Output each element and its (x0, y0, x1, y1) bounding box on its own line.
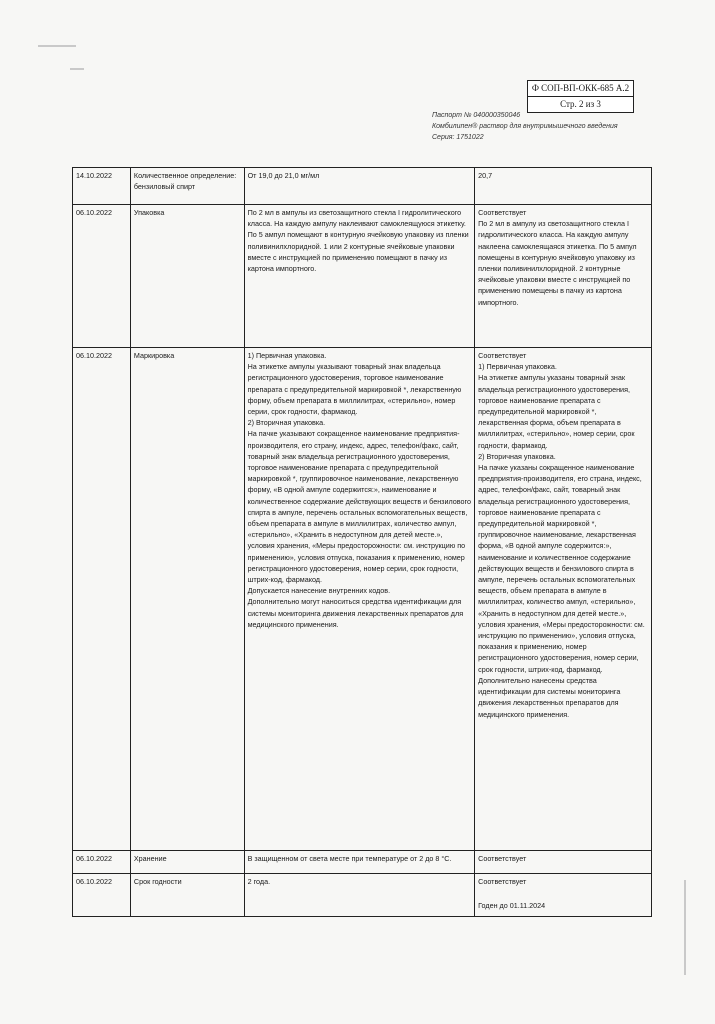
test-date: 06.10.2022 (73, 874, 131, 917)
test-specification: В защищенном от света месте при температуре от 2 до 8 °С. (244, 851, 475, 874)
test-name: Количественное определение: бензиловый спирт (130, 168, 244, 205)
test-results-table (72, 167, 652, 917)
passport-number: Паспорт № 040000350046 (432, 112, 521, 119)
scan-artifact (70, 68, 84, 70)
test-date: 14.10.2022 (73, 168, 131, 205)
batch-number: Серия: 1751022 (432, 134, 484, 141)
table-row (73, 874, 652, 917)
test-specification: 1) Первичная упаковка. На этикетке ампулы указывают товарный знак владельца регистрационного удостоверения, торговое наименование препарата с предупредительной маркировкой *, лекарственную форму, объем препарата в миллилитрах, «стерильно», номер серии, срок годности, фармакод. 2) Вторичная упаковка. На пачке указывают сокращенное наименование предприятия-производителя, его страну, индекс, адрес, телефон/факс, сайт, товарный знак владельца регистрационного удостоверения, торговое наименование препарата с предупредительной маркировкой *, группировочное наименование, лекарственную форму, «В одной ампуле содержится:», наименование и количественное содержание действующих веществ и бензилового спирта в ампуле, перечень остальных вспомогательных веществ, объем препарата в ампуле в миллилитрах, количество ампул, «стерильно», «Хранить в недоступном для детей месте.», условия хранения, «Меры предосторожности: см. инструкцию по применению», условия отпуска, показания к применению, номер регистрационного удостоверения, номер серии, срок годности, штрих-код, фармакод. Допускается нанесение внутренних кодов. Дополнительно могут наноситься средства идентификации для системы мониторинга движения лекарственных препаратов для медицинского применения. (244, 348, 475, 851)
table-row (73, 348, 652, 851)
test-name: Хранение (130, 851, 244, 874)
test-name: Маркировка (130, 348, 244, 851)
test-specification: По 2 мл в ампулы из светозащитного стекла I гидролитического класса. На каждую ампулу наклеивают самоклеящуюся этикетку. По 5 ампул помещают в контурную ячейковую упаковку из пленки поливинилхлоридной. 1 или 2 контурные ячейковые упаковки вместе с инструкцией по применению помещают в пачку из картона импортного. (244, 205, 475, 348)
test-specification: От 19,0 до 21,0 мг/мл (244, 168, 475, 205)
scan-artifact (38, 45, 76, 47)
test-name: Срок годности (130, 874, 244, 917)
test-date: 06.10.2022 (73, 205, 131, 348)
test-result: Соответствует 1) Первичная упаковка. На этикетке ампулы указаны товарный знак владельца регистрационного удостоверения, торговое наименование препарата с предупредительной маркировкой *, лекарственная форма, объем препарата в миллилитрах, «стерильно», номер серии, срок годности, фармакод. 2) Вторичная упаковка. На пачке указаны сокращенное наименование предприятия-производителя, его страна, индекс, адрес, телефон/факс, сайт, товарный знак владельца регистрационного удостоверения, торговое наименование препарата с предупредительной маркировкой *, группировочное наименование, лекарственная форма, «В одной ампуле содержится:», наименование и количественное содержание действующих веществ и бензилового спирта в ампуле, перечень остальных вспомогательных веществ, объем препарата в ампуле в миллилитрах, количество ампул, «стерильно», «Хранить в недоступном для детей месте.», условия хранения, «Меры предосторожности: см. инструкцию по применению», условия отпуска, показания к применению, номер регистрационного удостоверения, номер серии, срок годности, штрих-код, фармакод. Дополнительно нанесены средства идентификации для системы мониторинга движения лекарственных препаратов для медицинского применения. (475, 348, 652, 851)
test-result: Соответствует (475, 851, 652, 874)
passport-info (432, 110, 632, 143)
test-name: Упаковка (130, 205, 244, 348)
product-name: Комбилипен® раствор для внутримышечного введения (432, 123, 618, 130)
test-result-cell (475, 874, 652, 917)
page-number: Стр. 2 из 3 (560, 99, 601, 109)
test-specification: 2 года. (244, 874, 475, 917)
test-result: Соответствует (478, 877, 527, 886)
table-row (73, 851, 652, 874)
test-date: 06.10.2022 (73, 348, 131, 851)
test-result: 20,7 (475, 168, 652, 205)
table-row (73, 168, 652, 205)
scan-artifact (684, 880, 686, 975)
form-code-box (527, 80, 634, 113)
table-row (73, 205, 652, 348)
test-result: Соответствует По 2 мл в ампулу из светозащитного стекла I гидролитического класса. На каждую ампулу наклеена самоклеящаяся этикетка. По 5 ампул помещены в контурную ячейковую упаковку из пленки поливинилхлоридной. 2 контурные ячейковые упаковки вместе с инструкцией по применению помещены в пачку из картона импортного. (475, 205, 652, 348)
form-code: Ф СОП-ВП-ОКК-685 А.2 (528, 81, 633, 97)
expiry-date: Годен до 01.11.2024 (478, 901, 546, 911)
test-date: 06.10.2022 (73, 851, 131, 874)
